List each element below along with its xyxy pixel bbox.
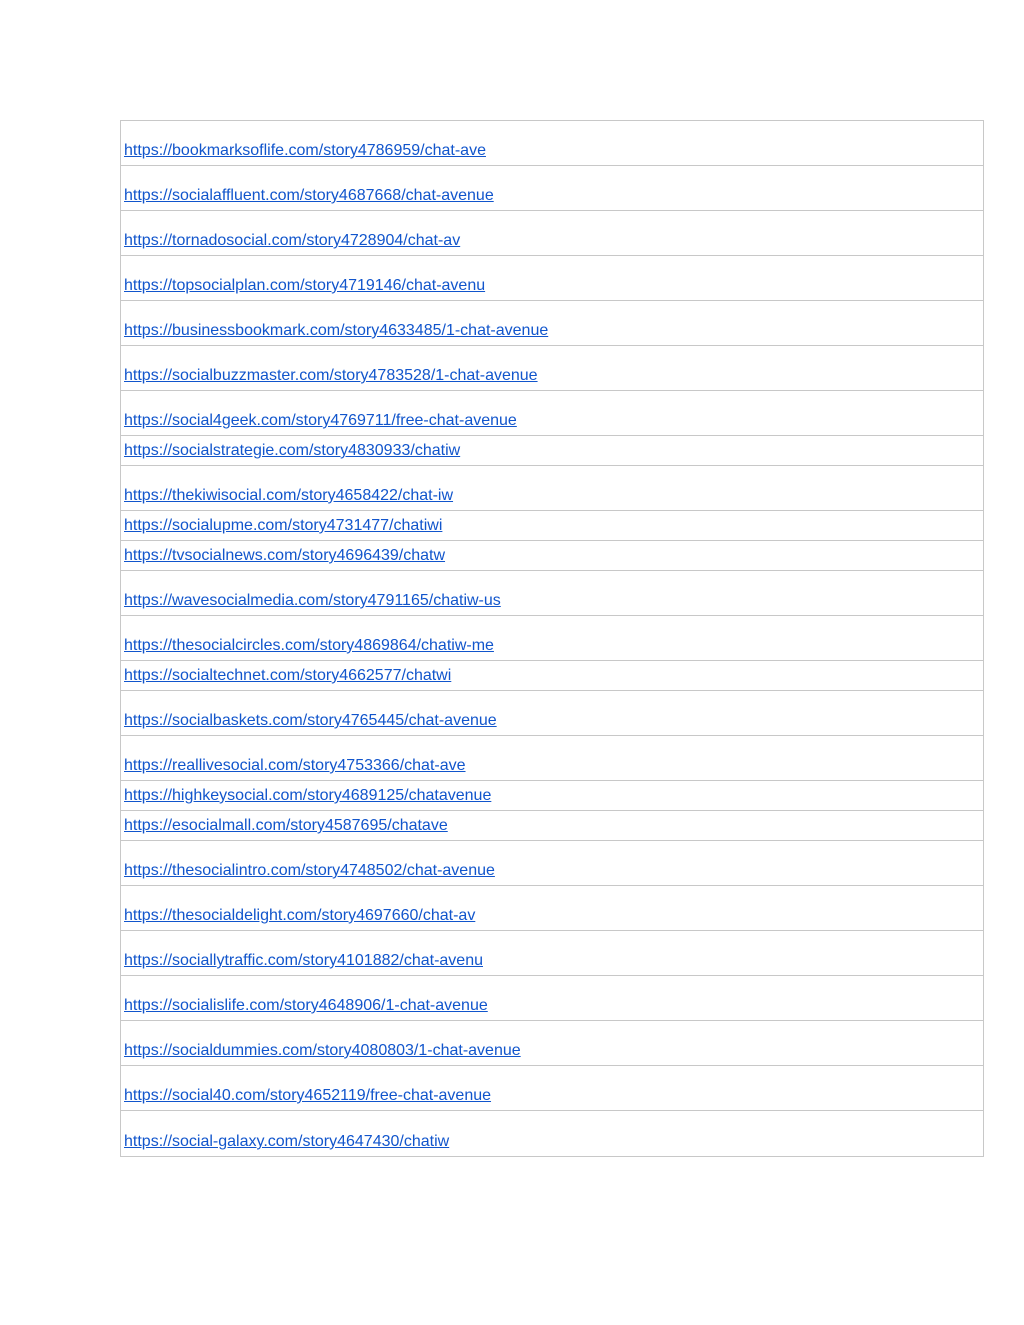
- table-row: [121, 466, 983, 511]
- link-esocialmall[interactable]: https://esocialmall.com/story4587695/chatave: [124, 817, 448, 834]
- link-socialtechnet[interactable]: https://socialtechnet.com/story4662577/chatwi: [124, 667, 452, 684]
- link-wavesocialmedia[interactable]: https://wavesocialmedia.com/story4791165/chatiw-us: [124, 592, 501, 609]
- link-socialdummies[interactable]: https://socialdummies.com/story4080803/1-chat-avenue: [124, 1042, 521, 1059]
- link-socialbuzzmaster[interactable]: https://socialbuzzmaster.com/story4783528/1-chat-avenue: [124, 367, 538, 384]
- table-row: [121, 691, 983, 736]
- table-row: [121, 1111, 983, 1156]
- table-row: [121, 841, 983, 886]
- table-row: [121, 1021, 983, 1066]
- link-socialaffluent[interactable]: https://socialaffluent.com/story4687668/chat-avenue: [124, 187, 494, 204]
- link-sociallytraffic[interactable]: https://sociallytraffic.com/story4101882/chat-avenu: [124, 952, 483, 969]
- table-row: [121, 1066, 983, 1111]
- table-row: [121, 121, 983, 166]
- link-social4geek[interactable]: https://social4geek.com/story4769711/free-chat-avenue: [124, 412, 517, 429]
- link-tornadosocial[interactable]: https://tornadosocial.com/story4728904/chat-av: [124, 232, 461, 249]
- link-socialstrategie[interactable]: https://socialstrategie.com/story4830933/chatiw: [124, 442, 461, 459]
- link-thesocialintro[interactable]: https://thesocialintro.com/story4748502/chat-avenue: [124, 862, 495, 879]
- table-row: [121, 736, 983, 781]
- table-row: [121, 391, 983, 436]
- table-row: [121, 346, 983, 391]
- link-tvsocialnews[interactable]: https://tvsocialnews.com/story4696439/chatw: [124, 547, 446, 564]
- link-thesocialcircles[interactable]: https://thesocialcircles.com/story4869864/chatiw-me: [124, 637, 494, 654]
- table-row: [121, 931, 983, 976]
- link-thesocialdelight[interactable]: https://thesocialdelight.com/story4697660/chat-av: [124, 907, 476, 924]
- link-bookmarksoflife[interactable]: https://bookmarksoflife.com/story4786959/chat-ave: [124, 142, 486, 159]
- table-row: [121, 571, 983, 616]
- table-row: [121, 541, 983, 571]
- link-businessbookmark[interactable]: https://businessbookmark.com/story4633485/1-chat-avenue: [124, 322, 549, 339]
- link-table: [120, 120, 984, 1157]
- link-thekiwisocial[interactable]: https://thekiwisocial.com/story4658422/chat-iw: [124, 487, 454, 504]
- link-reallivesocial[interactable]: https://reallivesocial.com/story4753366/chat-ave: [124, 757, 466, 774]
- table-row: [121, 211, 983, 256]
- table-row: [121, 511, 983, 541]
- table-row: [121, 811, 983, 841]
- table-row: [121, 976, 983, 1021]
- link-socialupme[interactable]: https://socialupme.com/story4731477/chatiwi: [124, 517, 443, 534]
- table-row: [121, 166, 983, 211]
- table-row: [121, 616, 983, 661]
- link-social-galaxy[interactable]: https://social-galaxy.com/story4647430/chatiw: [124, 1133, 450, 1150]
- table-row: [121, 301, 983, 346]
- table-row: [121, 886, 983, 931]
- link-socialislife[interactable]: https://socialislife.com/story4648906/1-chat-avenue: [124, 997, 488, 1014]
- link-topsocialplan[interactable]: https://topsocialplan.com/story4719146/chat-avenu: [124, 277, 486, 294]
- table-row: [121, 256, 983, 301]
- link-social40[interactable]: https://social40.com/story4652119/free-chat-avenue: [124, 1087, 492, 1104]
- link-highkeysocial[interactable]: https://highkeysocial.com/story4689125/chatavenue: [124, 787, 492, 804]
- table-row: [121, 436, 983, 466]
- table-row: [121, 781, 983, 811]
- link-socialbaskets[interactable]: https://socialbaskets.com/story4765445/chat-avenue: [124, 712, 497, 729]
- table-row: [121, 661, 983, 691]
